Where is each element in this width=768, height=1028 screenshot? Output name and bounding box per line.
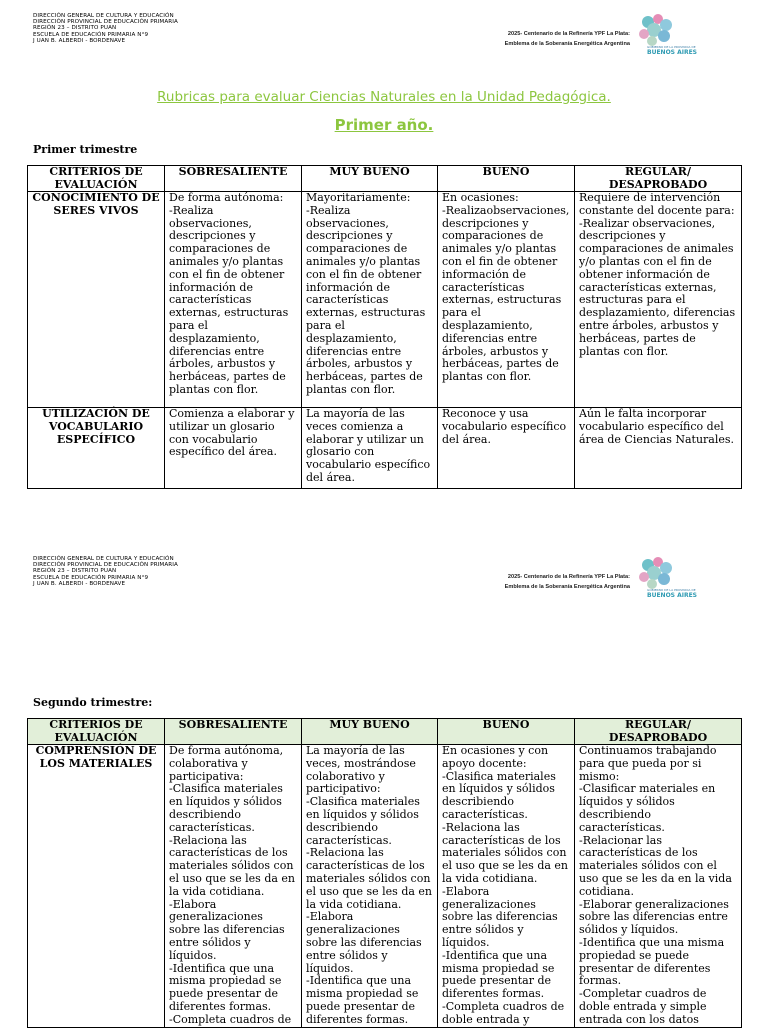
criterion-cell: UTILIZACIÓN DE VOCABULARIO ESPECÍFICO bbox=[28, 408, 165, 489]
table-header-row bbox=[28, 719, 742, 745]
column-header: SOBRESALIENTE bbox=[165, 166, 302, 192]
rubric-table-second-trimester bbox=[27, 718, 742, 1028]
school-header-text: DIRECCIÓN GENERAL DE CULTURA Y EDUCACIÓN DIRECCIÓN PROVINCIAL DE EDUCACIÓN PRIMARIA REGIÓN 23 – DISTRITO PUAN ESCUELA DE EDUCACIÓN PRIMARIA N°9 J UAN B. ALBERDI - BORDENAVE bbox=[33, 13, 178, 44]
column-header: SOBRESALIENTE bbox=[165, 719, 302, 745]
school-header-text: DIRECCIÓN GENERAL DE CULTURA Y EDUCACIÓN DIRECCIÓN PROVINCIAL DE EDUCACIÓN PRIMARIA REGIÓN 23 – DISTRITO PUAN ESCUELA DE EDUCACIÓN PRIMARIA N°9 J UAN B. ALBERDI - BORDENAVE bbox=[33, 556, 178, 587]
logo-subtext: GOBIERNO DE LA PROVINCIA DE bbox=[647, 588, 696, 592]
bueno-cell: En ocasiones y con apoyo docente: -Clasifica materiales en líquidos y sólidos describiendo características. -Relaciona las características de los materiales sólidos con el uso que se les da en la vida cotidiana. -Elabora generalizaciones sobre las diferencias entre sólidos y líquidos. -Identifica que una misma propiedad se puede presentar de diferentes formas. -Completa cuadros de doble entrada y bbox=[438, 745, 575, 1028]
centenary-line-2: Emblema de la Soberanía Energética Argentina bbox=[504, 584, 630, 590]
muy-bueno-cell: La mayoría de las veces comienza a elaborar y utilizar un glosario con vocabulario específico del área. bbox=[302, 408, 438, 489]
bueno-cell: Reconoce y usa vocabulario específico del área. bbox=[438, 408, 575, 489]
centenary-line-1: 2025- Centenario de la Refinería YPF La Plata: bbox=[507, 574, 630, 580]
table-row bbox=[28, 745, 742, 1028]
column-header: BUENO bbox=[438, 166, 575, 192]
document-title: Rubricas para evaluar Ciencias Naturales en la Unidad Pedagógica. bbox=[157, 89, 611, 105]
column-header: REGULAR/ DESAPROBADO bbox=[575, 166, 742, 192]
column-header: MUY BUENO bbox=[302, 719, 438, 745]
criterion-cell: COMPRENSIÓN DE LOS MATERIALES bbox=[28, 745, 165, 1028]
table-header-row bbox=[28, 166, 742, 192]
regular-cell: Continuamos trabajando para que pueda por si mismo: -Clasificar materiales en líquidos y sólidos describiendo características. -Relacionar las características de los materiales sólidos con el uso que se les da en la vida cotidiana. -Elaborar generalizaciones sobre las diferencias entre sólidos y líquidos. -Identifica que una misma propiedad se puede presentar de diferentes formas. -Completar cuadros de doble entrada y simple entrada con los datos bbox=[575, 745, 742, 1028]
sobresaliente-cell: De forma autónoma, colaborativa y participativa: -Clasifica materiales en líquidos y sólidos describiendo características. -Relaciona las características de los materiales sólidos con el uso que se les da en la vida cotidiana. -Elabora generalizaciones sobre las diferencias entre sólidos y líquidos. -Identifica que una misma propiedad se puede presentar de diferentes formas. -Completa cuadros de bbox=[165, 745, 302, 1028]
table-row bbox=[28, 192, 742, 408]
logo-subtext: GOBIERNO DE LA PROVINCIA DE bbox=[647, 45, 696, 49]
muy-bueno-cell: La mayoría de las veces, mostrándose colaborativo y participativo: -Clasifica materiales en líquidos y sólidos describiendo características. -Relaciona las características de los materiales sólidos con el uso que se les da en la vida cotidiana. -Elabora generalizaciones sobre las diferencias entre sólidos y líquidos. -Identifica que una misma propiedad se puede presentar de diferentes formas. bbox=[302, 745, 438, 1028]
column-header: REGULAR/ DESAPROBADO bbox=[575, 719, 742, 745]
centenary-caption bbox=[505, 572, 630, 592]
regular-cell: Requiere de intervención constante del docente para: -Realizar observaciones, descripciones y comparaciones de animales y/o plantas con el fin de obtener información de características externas, estructuras para el desplazamiento, diferencias entre árboles, arbustos y herbáceas, partes de plantas con flor. bbox=[575, 192, 742, 408]
column-header: MUY BUENO bbox=[302, 166, 438, 192]
table-row bbox=[28, 408, 742, 489]
regular-cell: Aún le falta incorporar vocabulario específico del área de Ciencias Naturales. bbox=[575, 408, 742, 489]
centenary-caption bbox=[505, 29, 630, 49]
logo-text: BUENOS AIRES bbox=[647, 49, 697, 56]
muy-bueno-cell: Mayoritariamente: -Realiza observaciones, descripciones y comparaciones de animales y/o plantas con el fin de obtener información de características externas, estructuras para el desplazamiento, diferencias entre árboles, arbustos y herbáceas, partes de plantas con flor. bbox=[302, 192, 438, 408]
column-header: CRITERIOS DE EVALUACIÓN bbox=[28, 719, 165, 745]
bueno-cell: En ocasiones: -Realizaobservaciones, descripciones y comparaciones de animales y/o plantas con el fin de obtener información de características externas, estructuras para el desplazamiento, diferencias entre árboles, arbustos y herbáceas, partes de plantas con flor. bbox=[438, 192, 575, 408]
column-header: CRITERIOS DE EVALUACIÓN bbox=[28, 166, 165, 192]
sobresaliente-cell: Comienza a elaborar y utilizar un glosario con vocabulario específico del área. bbox=[165, 408, 302, 489]
centenary-line-1: 2025- Centenario de la Refinería YPF La Plata: bbox=[507, 31, 630, 37]
criterion-cell: CONOCIMIENTO DE SERES VIVOS bbox=[28, 192, 165, 408]
buenos-aires-logo bbox=[636, 555, 697, 611]
year-title: Primer año. bbox=[334, 116, 434, 134]
logo-text: BUENOS AIRES bbox=[647, 592, 697, 599]
centenary-line-2: Emblema de la Soberanía Energética Argentina bbox=[504, 41, 630, 47]
rubric-table-first-trimester bbox=[27, 165, 742, 489]
first-trimester-label: Primer trimestre bbox=[33, 143, 138, 156]
sobresaliente-cell: De forma autónoma: -Realiza observaciones, descripciones y comparaciones de animales y/o plantas con el fin de obtener información de características externas, estructuras para el desplazamiento, diferencias entre árboles, arbustos y herbáceas, partes de plantas con flor. bbox=[165, 192, 302, 408]
column-header: BUENO bbox=[438, 719, 575, 745]
second-trimester-label: Segundo trimestre: bbox=[33, 696, 153, 709]
buenos-aires-logo bbox=[636, 12, 697, 68]
